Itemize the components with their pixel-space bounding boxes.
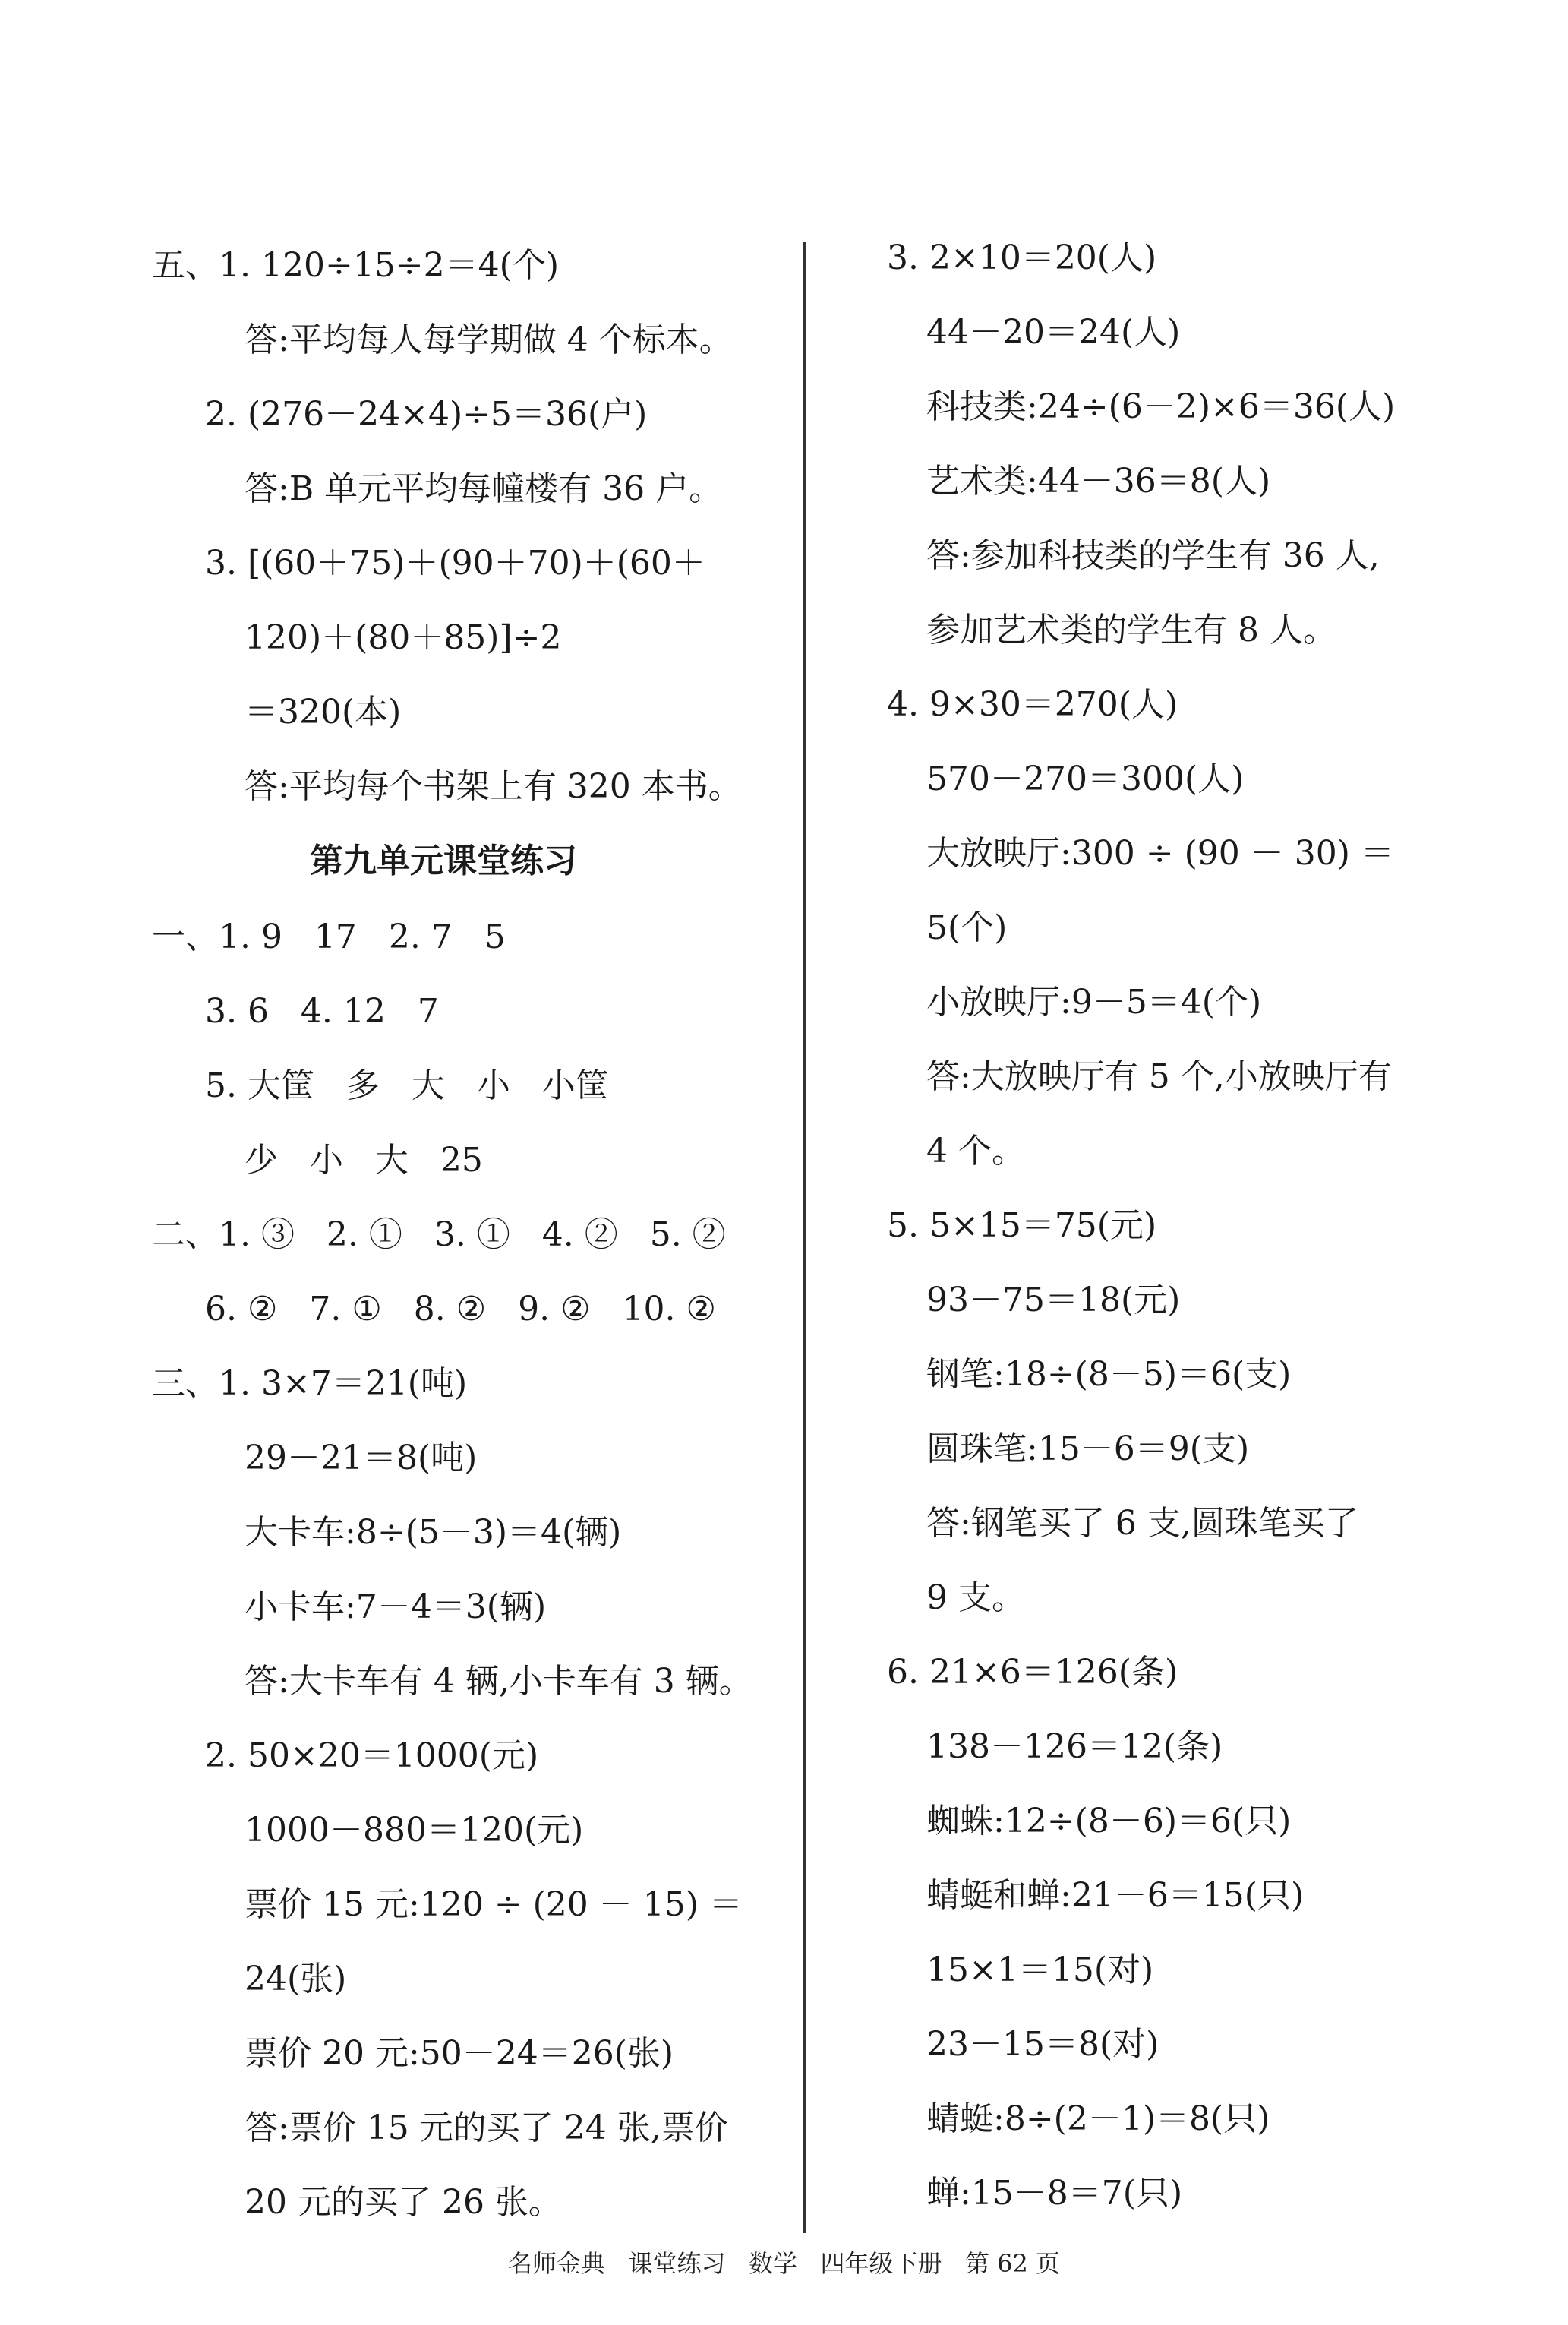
answer-line: 大卡车:8÷(5－3)＝4(辆) [245,1513,622,1552]
answer-line: 3. 6 4. 12 7 [205,992,439,1031]
answer-line: 3. 2×10＝20(人) [887,239,1157,277]
answer-line: 3. [(60＋75)＋(90＋70)＋(60＋ [205,544,705,583]
answer-line: 29－21＝8(吨) [245,1439,478,1477]
answer-line: 蜘蛛:12÷(8－6)＝6(只) [926,1802,1292,1840]
answer-line: 答:大卡车有 4 辆,小卡车有 3 辆。 [245,1662,752,1701]
answer-line: ＝320(本) [245,693,402,731]
answer-line: 蜻蜓和蝉:21－6＝15(只) [926,1876,1305,1915]
answer-line: 4 个。 [926,1132,1025,1170]
section-heading: 第九单元课堂练习 [310,842,577,880]
answer-line: 一、1. 9 17 2. 7 5 [152,918,506,956]
answer-line: 少 小 大 25 [245,1141,483,1180]
answer-line: 5. 大筐 多 大 小 小筐 [205,1066,609,1105]
answer-line: 答:B 单元平均每幢楼有 36 户。 [245,469,723,508]
answer-line: 5(个) [926,908,1008,947]
answer-line: 答:平均每个书架上有 320 本书。 [245,767,742,806]
answer-line: 93－75＝18(元) [926,1281,1181,1319]
answer-line: 6. ② 7. ① 8. ② 9. ② 10. ② [205,1290,716,1328]
answer-line: 24(张) [245,1960,347,1998]
answer-line: 570－270＝300(人) [926,760,1245,798]
answer-line: 2. 50×20＝1000(元) [205,1736,539,1775]
answer-line: 二、1. ③ 2. ① 3. ① 4. ② 5. ② [152,1215,726,1254]
answer-line: 4. 9×30＝270(人) [887,685,1178,724]
answer-line: 艺术类:44－36＝8(人) [926,462,1271,501]
answer-line: 答:钢笔买了 6 支,圆珠笔买了 [926,1504,1358,1543]
answer-line: 小放映厅:9－5＝4(个) [926,983,1262,1022]
answer-line: 参加艺术类的学生有 8 人。 [926,611,1336,649]
answer-line: 蝉:15－8＝7(只) [926,2174,1183,2213]
answer-line: 大放映厅:300 ÷ (90 － 30) ＝ [926,834,1394,873]
answer-line: 票价 15 元:120 ÷ (20 － 15) ＝ [245,1885,743,1924]
answer-line: 五、1. 120÷15÷2＝4(个) [152,246,559,285]
answer-line: 5. 5×15＝75(元) [887,1206,1157,1245]
answer-line: 蜻蜓:8÷(2－1)＝8(只) [926,2099,1270,2138]
answer-line: 138－126＝12(条) [926,1727,1223,1766]
answer-line: 圆珠笔:15－6＝9(支) [926,1429,1250,1468]
answer-line: 2. (276－24×4)÷5＝36(户) [205,395,648,434]
answer-line: 6. 21×6＝126(条) [887,1653,1178,1692]
answer-line: 答:大放映厅有 5 个,小放映厅有 [926,1057,1392,1096]
answer-line: 20 元的买了 26 张。 [245,2183,562,2222]
answer-line: 1000－880＝120(元) [245,1811,584,1850]
answer-line: 答:参加科技类的学生有 36 人, [926,536,1380,575]
answer-line: 答:票价 15 元的买了 24 张,票价 [245,2109,728,2147]
answer-line: 钢笔:18÷(8－5)＝6(支) [926,1355,1292,1394]
answer-line: 15×1＝15(对) [926,1951,1154,1989]
answer-line: 120)＋(80＋85)]÷2 [245,618,562,657]
answer-line: 小卡车:7－4＝3(辆) [245,1587,547,1626]
answer-line: 答:平均每人每学期做 4 个标本。 [245,321,733,359]
answer-line: 科技类:24÷(6－2)×6＝36(人) [926,387,1396,426]
answer-line: 票价 20 元:50－24＝26(张) [245,2034,674,2073]
answer-line: 三、1. 3×7＝21(吨) [152,1364,468,1403]
answer-line: 9 支。 [926,1578,1025,1617]
answer-line: 44－20＝24(人) [926,313,1181,352]
page-footer: 名师金典 课堂练习 数学 四年级下册 第 62 页 [507,2249,1061,2278]
answer-line: 23－15＝8(对) [926,2025,1159,2064]
column-divider [803,242,806,2233]
